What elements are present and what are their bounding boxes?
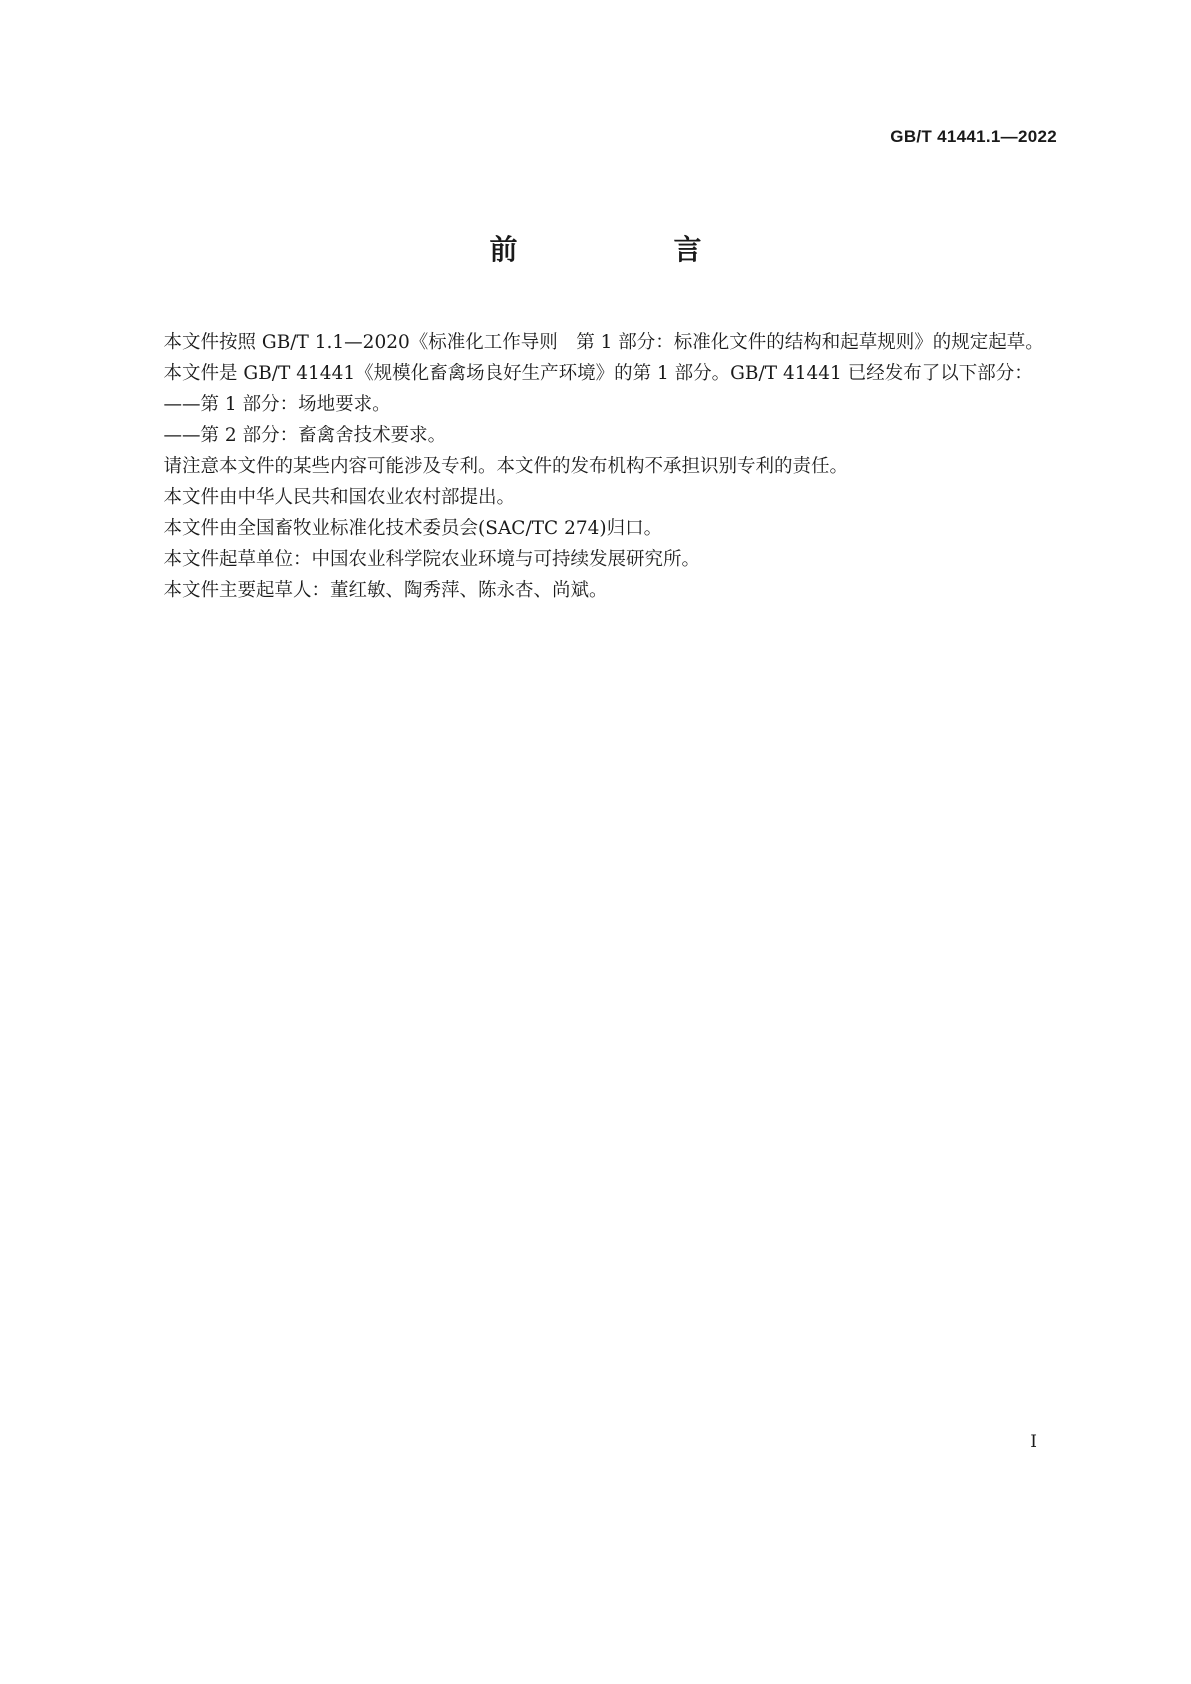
paragraph-patent-notice: 请注意本文件的某些内容可能涉及专利。本文件的发布机构不承担识别专利的责任。: [163, 456, 849, 477]
paragraph-drafters: 本文件主要起草人：董红敏、陶秀萍、陈永杏、尚斌。: [163, 580, 608, 601]
list-item-part-1: ——第 1 部分：场地要求。: [163, 394, 391, 415]
standard-code: GB/T 41441.1—2022: [890, 127, 1057, 146]
paragraph-drafting-rules: 本文件按照 GB/T 1.1—2020《标准化工作导则 第 1 部分：标准化文件的结构和起草规则》的规定起草。: [163, 332, 1044, 353]
paragraph-committee: 本文件由全国畜牧业标准化技术委员会(SAC/TC 274)归口。: [163, 518, 663, 539]
paragraph-drafting-unit: 本文件起草单位：中国农业科学院农业环境与可持续发展研究所。: [163, 549, 701, 570]
paragraph-series-intro: 本文件是 GB/T 41441《规模化畜禽场良好生产环境》的第 1 部分。GB/T 41441 已经发布了以下部分：: [163, 363, 1033, 384]
list-item-part-2: ——第 2 部分：畜禽舍技术要求。: [163, 425, 447, 446]
foreword-body: [121, 327, 1058, 606]
page-title: 前 言: [489, 233, 766, 266]
page-number: I: [1030, 1432, 1037, 1452]
paragraph-proposer: 本文件由中华人民共和国农业农村部提出。: [163, 487, 516, 508]
